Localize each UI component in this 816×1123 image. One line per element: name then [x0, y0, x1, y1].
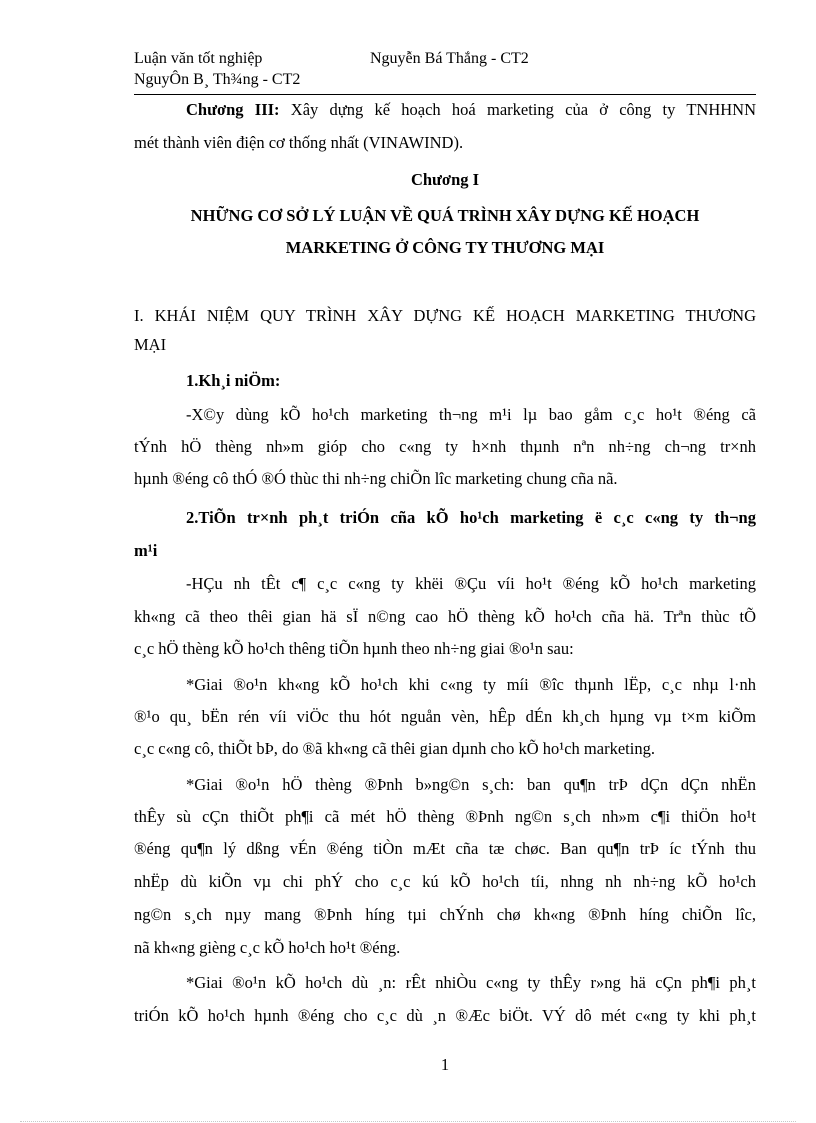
subheading-1: 1.Kh¸i niÖm: — [186, 371, 281, 390]
page-number: 1 — [440, 1055, 450, 1074]
chapter-title-line-1: NHỮNG CƠ SỞ LÝ LUẬN VỀ QUÁ TRÌNH XÂY DỰNG KẾ HOẠCH — [190, 206, 700, 225]
intro-label: Chương III: — [186, 100, 280, 119]
paragraph-line: -HÇu nh tÊt c¶ c¸c c«ng ty khëi ®Çu víi ho¹t ®éng kÕ ho¹ch marketing — [186, 574, 756, 593]
paragraph-line: kh«ng cã theo thêi gian hä sÏ n©ng cao hÖ thèng kÕ ho¹ch cña hä. Trªn thùc tÕ — [134, 607, 756, 626]
header-thesis-label: Luận văn tốt nghiệp — [134, 50, 263, 67]
paragraph-line: nã kh«ng gièng c¸c kÕ ho¹ch ho¹t ®éng. — [134, 938, 401, 957]
paragraph-line: ®¹o qu¸ bËn rén víi viÖc thu hót nguån vèn, hÊp dÉn kh¸ch hµng vµ t×m kiÕm — [134, 707, 756, 726]
header-author: Nguyễn Bá Thắng - CT2 — [370, 50, 529, 67]
paragraph-line: -X©y dùng kÕ ho¹ch marketing th¬ng m¹i lµ bao gåm c¸c ho¹t ®éng cã — [186, 405, 756, 424]
intro-line-2: mét thành viên điện cơ thống nhất (VINAWIND). — [134, 133, 464, 152]
section-heading-line-1: I. KHÁI NIỆM QUY TRÌNH XÂY DỰNG KẾ HOẠCH MARKETING THƯƠNG — [134, 306, 756, 325]
chapter-title-line-2: MARKETING Ở CÔNG TY THƯƠNG MẠI — [285, 238, 605, 257]
intro-line-1 — [134, 99, 756, 121]
paragraph-line: hµnh ®éng cô thÓ ®Ó thùc thi nh÷ng chiÕn lîc marketing chung cña nã. — [134, 469, 618, 488]
subheading-2-line-1: 2.TiÕn tr×nh ph¸t triÓn cña kÕ ho¹ch marketing ë c¸c c«ng ty th¬ng — [186, 508, 756, 527]
paragraph-line: *Giai ®o¹n kÕ ho¹ch dù ¸n: rÊt nhiÒu c«ng ty thÊy r»ng hä cÇn ph¶i ph¸t — [186, 973, 756, 992]
header-rule — [134, 94, 756, 95]
section-heading-line-2: MẠI — [134, 335, 167, 354]
paragraph-line: triÓn kÕ ho¹ch hµnh ®éng cho c¸c dù ¸n ®Æc biÖt. VÝ dô mét c«ng ty khi ph¸t — [134, 1006, 756, 1025]
header-author-encoded: NguyÔn B¸ Th¾ng - CT2 — [134, 71, 301, 88]
paragraph-line: *Giai ®o¹n hÖ thèng ®Þnh b»ng©n s¸ch: ban qu¶n trÞ dÇn dÇn nhËn — [186, 775, 756, 794]
paragraph-line: thÊy sù cÇn thiÕt ph¶i cã mét hÖ thèng ®Þnh ng©n s¸ch nh»m c¶i thiÖn ho¹t — [134, 807, 756, 826]
paragraph-line: c¸c c«ng cô, thiÕt bÞ, do ®ã kh«ng cã thêi gian dµnh cho kÕ ho¹ch marketing. — [134, 739, 655, 758]
paragraph-line: *Giai ®o¹n kh«ng kÕ ho¹ch khi c«ng ty míi ®îc thµnh lËp, c¸c nhµ l·nh — [186, 675, 756, 694]
subheading-2-line-2: m¹i — [134, 541, 158, 560]
paragraph-line: tÝnh hÖ thèng nh»m gióp cho c«ng ty h×nh thµnh nªn nh÷ng ch¬ng tr×nh — [134, 437, 756, 456]
paragraph-line: ®éng qu¶n lý dßng vÉn ®éng tiÒn mÆt cña tæ chøc. Ban qu¶n trÞ íc tÝnh thu — [134, 839, 756, 858]
intro-text: Xây dựng kế hoạch hoá marketing của ở công ty TNHHNN — [279, 100, 756, 119]
page-bottom-dotted-rule — [20, 1121, 796, 1122]
chapter-number: Chương I — [410, 170, 480, 189]
paragraph-line: nhËp dù kiÕn vµ chi phÝ cho c¸c kú kÕ ho¹ch tíi, nhng nh nh÷ng kÕ ho¹ch — [134, 872, 756, 891]
paragraph-line: ng©n s¸ch nµy mang ®Þnh híng tµi chÝnh chø kh«ng ®Þnh híng chiÕn lîc, — [134, 905, 756, 924]
paragraph-line: c¸c hÖ thèng kÕ ho¹ch thêng tiÕn hµnh theo nh÷ng giai ®o¹n sau: — [134, 639, 574, 658]
